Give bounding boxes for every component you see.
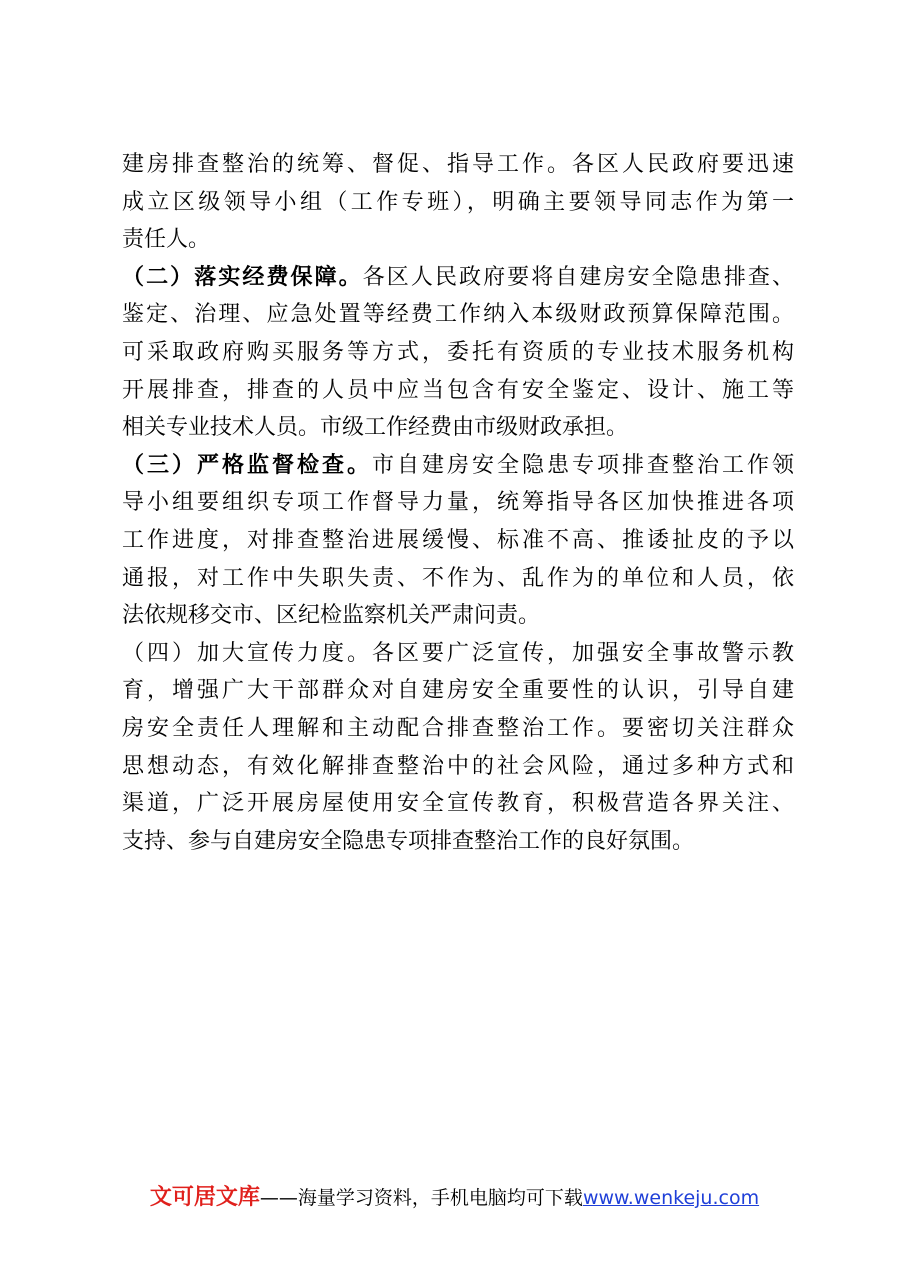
text-line: 通报，对工作中失职失责、不作为、乱作为的单位和人员，依: [122, 565, 794, 591]
text-line: 工作进度，对排查整治进展缓慢、标准不高、推诿扯皮的予以: [122, 527, 794, 553]
text-line: 育，增强广大干部群众对自建房安全重要性的认识，引导自建: [122, 678, 794, 704]
text-line: 思想动态，有效化解排查整治中的社会风险，通过多种方式和: [122, 753, 794, 779]
section-line: [122, 447, 794, 485]
text-line: 建房排查整治的统筹、督促、指导工作。各区人民政府要迅速: [122, 152, 794, 177]
site-link[interactable]: www.wenkeju.com: [582, 1187, 760, 1209]
text-line: 责任人。: [122, 227, 211, 253]
document-body: [122, 146, 794, 860]
section-heading: （三）严格监督检查。: [122, 452, 372, 478]
text-line: 支持、参与自建房安全隐患专项排查整治工作的良好氛围。: [122, 828, 695, 854]
text-line: 成立区级领导小组（工作专班），明确主要领导同志作为第一: [122, 189, 794, 215]
section-text: 各区人民政府要将自建房安全隐患排查、: [362, 264, 794, 290]
footer-slogan: ——海量学习资料，手机电脑均可下载: [259, 1187, 583, 1209]
section-heading: （二）落实经费保障。: [122, 264, 363, 290]
text-line: 开展排查，排查的人员中应当包含有安全鉴定、设计、施工等: [122, 377, 794, 403]
text-line: 相关专业技术人员。市级工作经费由市级财政承担。: [122, 415, 629, 441]
text-line: 法依规移交市、区纪检监察机关严肃问责。: [122, 603, 541, 629]
text-line: 渠道，广泛开展房屋使用安全宣传教育，积极营造各界关注、: [122, 791, 794, 817]
section-line: [122, 259, 794, 297]
section-text: 市自建房安全隐患专项排查整治工作领: [372, 452, 794, 478]
brand-name: 文可居文库: [149, 1185, 260, 1210]
text-line: 导小组要组织专项工作督导力量，统筹指导各区加快推进各项: [122, 490, 794, 516]
text-line: 可采取政府购买服务等方式，委托有资质的专业技术服务机构: [122, 339, 794, 365]
footer-watermark: [0, 1180, 909, 1211]
text-line: 房安全责任人理解和主动配合排查整治工作。要密切关注群众: [122, 715, 794, 741]
text-line: 鉴定、治理、应急处置等经费工作纳入本级财政预算保障范围。: [122, 302, 794, 328]
text-line: （四）加大宣传力度。各区要广泛宣传，加强安全事故警示教: [122, 640, 794, 666]
